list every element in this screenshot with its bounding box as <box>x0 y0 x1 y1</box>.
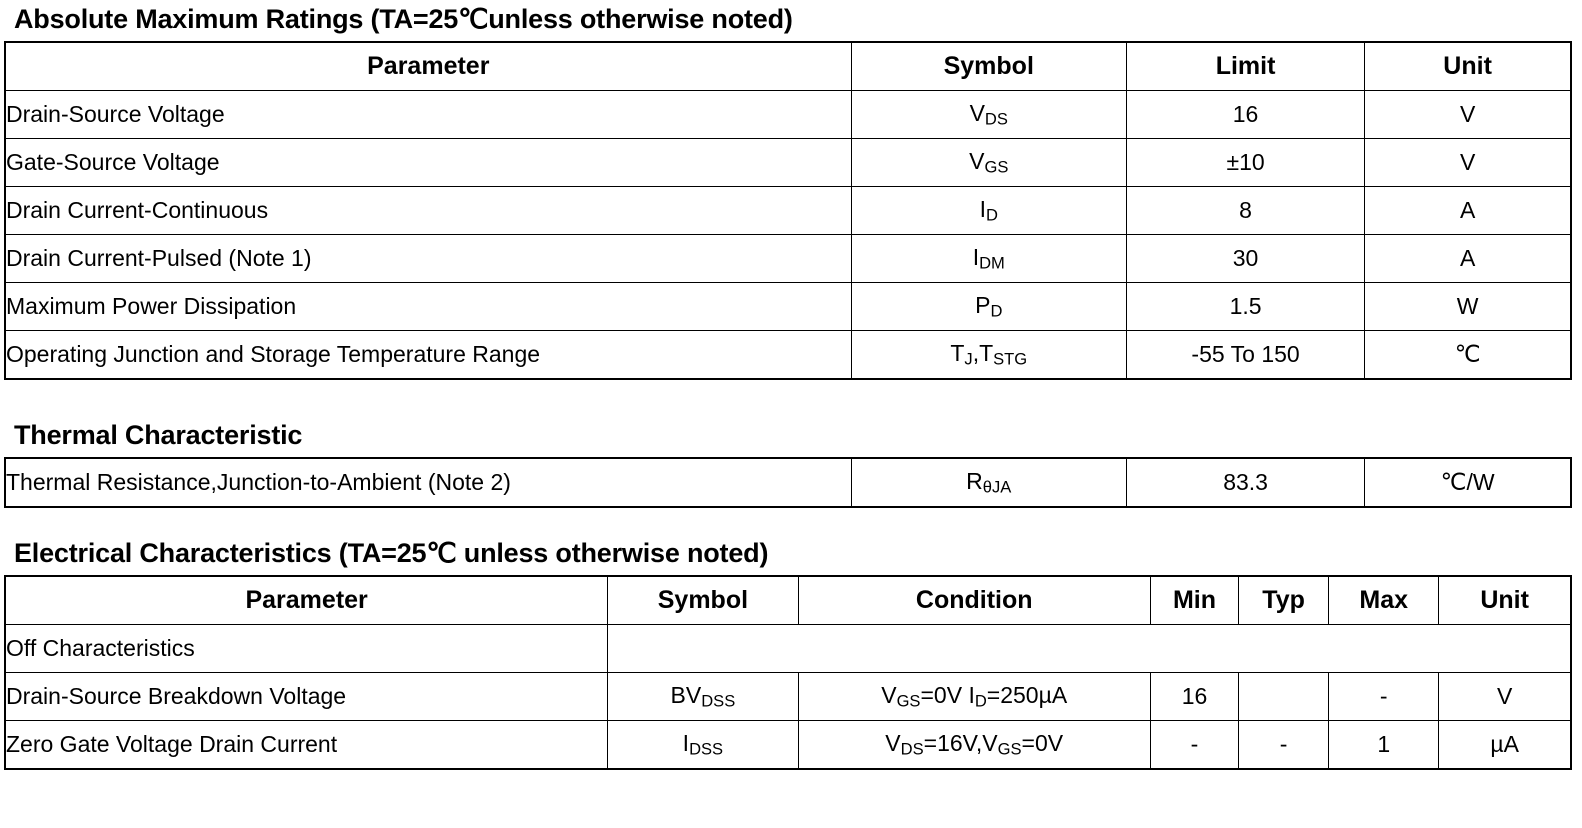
header-limit: Limit <box>1126 42 1364 91</box>
header-parameter: Parameter <box>5 576 608 625</box>
cell-unit: V <box>1365 139 1571 187</box>
table-row <box>5 331 1571 380</box>
cell-parameter: Drain Current-Pulsed (Note 1) <box>5 235 851 283</box>
header-typ: Typ <box>1239 576 1329 625</box>
symbol-base: BV <box>670 681 702 708</box>
cell-max: - <box>1329 673 1439 721</box>
cell-parameter: Thermal Resistance,Junction-to-Ambient (Note 2) <box>5 458 851 507</box>
condition-subscript: GS <box>896 691 921 711</box>
table-row <box>5 91 1571 139</box>
symbol-base: T <box>950 339 965 366</box>
electrical-characteristics-table <box>4 575 1572 770</box>
cell-typ <box>1239 673 1329 721</box>
cell-symbol <box>851 458 1126 507</box>
cell-limit: 83.3 <box>1126 458 1364 507</box>
cell-min: 16 <box>1150 673 1238 721</box>
cell-unit: W <box>1365 283 1571 331</box>
symbol-base: I <box>682 729 690 756</box>
cell-parameter: Drain-Source Voltage <box>5 91 851 139</box>
table-row <box>5 458 1571 507</box>
condition-part: =16V, <box>923 729 983 756</box>
symbol-base: I <box>972 243 980 270</box>
header-unit: Unit <box>1439 576 1571 625</box>
condition-part: V <box>885 729 901 756</box>
condition-part: V <box>881 681 897 708</box>
cell-unit: ℃/W <box>1365 458 1571 507</box>
cell-parameter: Zero Gate Voltage Drain Current <box>5 721 608 770</box>
table-row <box>5 673 1571 721</box>
symbol-subscript-2: STG <box>993 349 1028 369</box>
electrical-characteristics-title: Electrical Characteristics (TA=25℃ unless otherwise noted) <box>14 538 769 568</box>
cell-group-label: Off Characteristics <box>5 625 608 673</box>
table-row <box>5 283 1571 331</box>
cell-limit: 8 <box>1126 187 1364 235</box>
table-row <box>5 721 1571 770</box>
cell-symbol <box>851 331 1126 380</box>
cell-unit: A <box>1365 187 1571 235</box>
symbol-subscript: DSS <box>701 691 736 711</box>
header-symbol: Symbol <box>851 42 1126 91</box>
symbol-subscript: GS <box>984 157 1009 177</box>
symbol-subscript: D <box>985 205 998 225</box>
cell-parameter: Gate-Source Voltage <box>5 139 851 187</box>
table-header-row <box>5 42 1571 91</box>
cell-typ: - <box>1239 721 1329 770</box>
cell-symbol <box>851 283 1126 331</box>
condition-part: =0V <box>920 681 969 708</box>
cell-symbol <box>851 235 1126 283</box>
header-max: Max <box>1329 576 1439 625</box>
symbol-subscript: D <box>990 301 1003 321</box>
section-spacer <box>0 508 1582 534</box>
symbol-base: V <box>969 147 985 174</box>
header-condition: Condition <box>798 576 1150 625</box>
table-row <box>5 235 1571 283</box>
cell-condition <box>798 721 1150 770</box>
header-min: Min <box>1150 576 1238 625</box>
header-symbol: Symbol <box>608 576 798 625</box>
condition-part: I <box>968 681 975 708</box>
condition-part: V <box>982 729 998 756</box>
thermal-characteristic-table <box>4 457 1572 508</box>
table-header-row <box>5 576 1571 625</box>
table-row <box>5 187 1571 235</box>
symbol-subscript: DS <box>984 109 1008 129</box>
cell-min: - <box>1150 721 1238 770</box>
cell-unit: A <box>1365 235 1571 283</box>
symbol-subscript: θJA <box>982 477 1012 497</box>
cell-parameter: Operating Junction and Storage Temperature Range <box>5 331 851 380</box>
symbol-base: I <box>979 195 986 222</box>
cell-unit: V <box>1439 673 1571 721</box>
cell-symbol <box>608 673 798 721</box>
symbol-subscript: DSS <box>689 739 724 759</box>
cell-empty <box>608 625 1571 673</box>
symbol-base: P <box>975 291 991 318</box>
table-row <box>5 139 1571 187</box>
symbol-base-2: ,T <box>972 339 994 366</box>
absolute-max-ratings-title: Absolute Maximum Ratings (TA=25℃unless otherwise noted) <box>14 4 793 34</box>
section-spacer <box>0 380 1582 416</box>
symbol-base: R <box>966 467 983 494</box>
thermal-characteristic-title: Thermal Characteristic <box>14 420 303 450</box>
cell-limit: 16 <box>1126 91 1364 139</box>
header-parameter: Parameter <box>5 42 851 91</box>
cell-limit: -55 To 150 <box>1126 331 1364 380</box>
cell-unit: ℃ <box>1365 331 1571 380</box>
condition-subscript: GS <box>997 739 1022 759</box>
cell-symbol <box>851 187 1126 235</box>
absolute-max-ratings-table <box>4 41 1572 380</box>
cell-symbol <box>851 139 1126 187</box>
cell-limit: ±10 <box>1126 139 1364 187</box>
header-unit: Unit <box>1365 42 1571 91</box>
cell-max: 1 <box>1329 721 1439 770</box>
cell-symbol <box>851 91 1126 139</box>
symbol-subscript: J <box>964 349 973 369</box>
cell-unit: V <box>1365 91 1571 139</box>
condition-subscript: D <box>974 691 987 711</box>
cell-symbol <box>608 721 798 770</box>
symbol-subscript: DM <box>979 253 1005 273</box>
cell-parameter: Maximum Power Dissipation <box>5 283 851 331</box>
condition-part: =250µA <box>986 681 1068 708</box>
cell-unit: µA <box>1439 721 1571 770</box>
cell-limit: 30 <box>1126 235 1364 283</box>
cell-condition <box>798 673 1150 721</box>
cell-parameter: Drain Current-Continuous <box>5 187 851 235</box>
symbol-base: V <box>969 99 985 126</box>
cell-limit: 1.5 <box>1126 283 1364 331</box>
condition-part: =0V <box>1021 729 1064 756</box>
table-group-row <box>5 625 1571 673</box>
cell-parameter: Drain-Source Breakdown Voltage <box>5 673 608 721</box>
condition-subscript: DS <box>900 739 924 759</box>
